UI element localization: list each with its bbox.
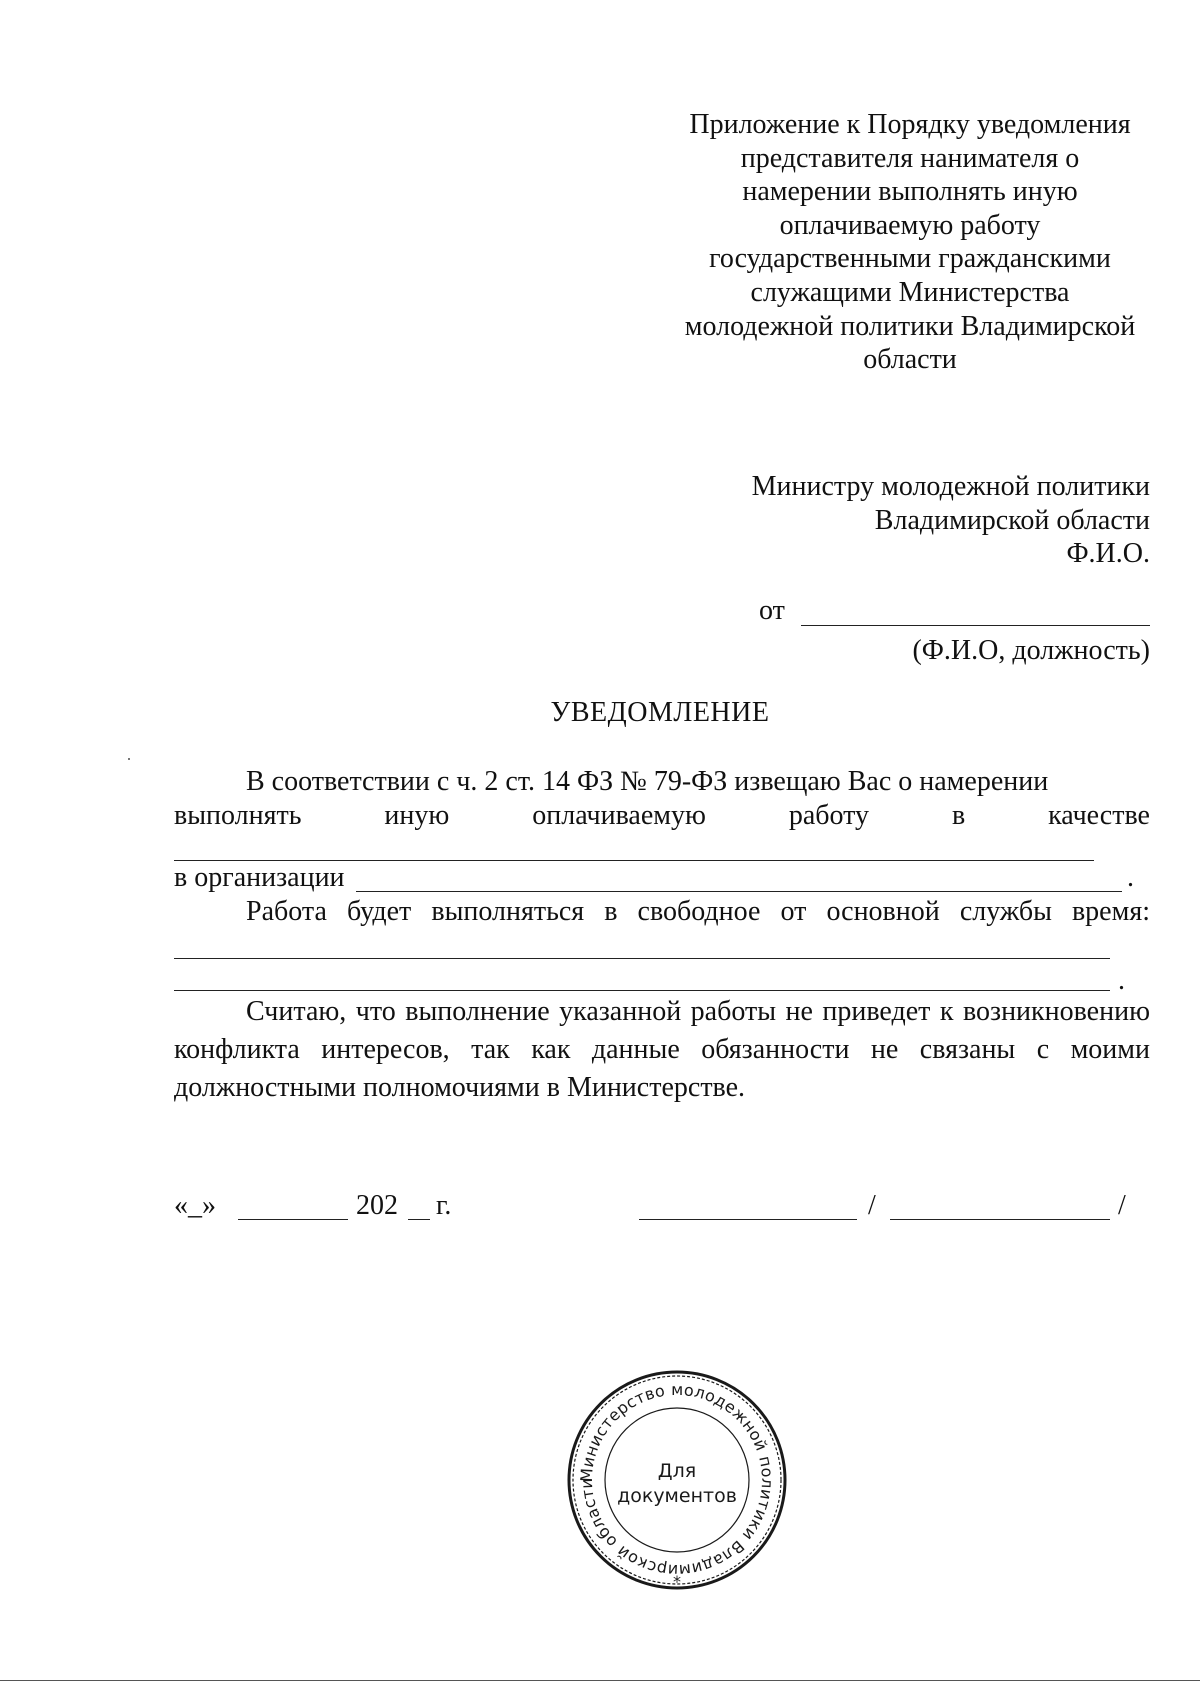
appendix-line: молодежной политики Владимирской	[684, 310, 1136, 342]
word: работу	[788, 800, 870, 831]
word: в	[951, 800, 966, 831]
name-decryption-line[interactable]	[890, 1219, 1110, 1220]
stamp-star: *	[673, 1572, 681, 1591]
organization-label: в организации	[174, 862, 345, 893]
appendix-line: области	[863, 344, 957, 376]
position-fill-line[interactable]	[174, 860, 1094, 861]
appendix-line: оплачиваемую работу	[779, 209, 1041, 241]
stamp-center-line-1: Для	[657, 1460, 697, 1482]
official-stamp	[562, 1365, 792, 1595]
date-day-quote: «_»	[174, 1190, 216, 1221]
period: .	[1127, 862, 1134, 893]
paragraph-1: В соответствии с ч. 2 ст. 14 ФЗ № 79-ФЗ извещаю Вас о намерении	[246, 766, 1049, 797]
word: качестве	[1048, 800, 1150, 831]
margin-speck	[128, 758, 130, 760]
word: оплачиваемую	[532, 800, 706, 831]
appendix-line: представителя нанимателя о	[740, 142, 1080, 174]
document-title: УВЕДОМЛЕНИЕ	[550, 697, 770, 728]
from-caption: (Ф.И.О, должность)	[912, 635, 1150, 666]
word: выполнять	[174, 800, 302, 831]
addressee-line: Министру молодежной политики	[751, 471, 1150, 502]
appendix-line: намерении выполнять иную	[742, 176, 1078, 208]
date-year: 202	[356, 1190, 398, 1221]
addressee-line: Ф.И.О.	[1066, 538, 1150, 570]
stamp-center-line-2: документов	[617, 1485, 737, 1507]
appendix-line: Приложение к Порядку уведомления	[689, 109, 1131, 140]
signature-line[interactable]	[639, 1219, 857, 1220]
period: .	[1118, 965, 1125, 996]
slash: /	[868, 1190, 876, 1221]
date-signature-row	[174, 1190, 1150, 1226]
appendix-header	[670, 108, 1150, 377]
from-fill-line[interactable]	[801, 625, 1150, 626]
date-year-line[interactable]	[408, 1219, 430, 1220]
addressee-block	[700, 470, 1150, 571]
paragraph-1-line-2	[174, 799, 1150, 833]
addressee-line: Владимирской области	[874, 504, 1150, 536]
paragraph-2: Работа будет выполняться в свободное от основной службы время:	[246, 896, 1150, 927]
appendix-line: государственными гражданскими	[709, 243, 1111, 275]
word: иную	[384, 800, 450, 831]
year-suffix: г.	[436, 1190, 452, 1221]
date-month-line[interactable]	[238, 1219, 348, 1220]
slash: /	[1118, 1190, 1126, 1221]
organization-fill-line[interactable]	[356, 891, 1122, 892]
from-label: от	[759, 595, 785, 626]
organization-field[interactable]	[174, 862, 1134, 896]
stamp-ring-text: Министерство молодежной политики Владимирской области	[576, 1379, 778, 1581]
scan-bottom-edge	[0, 1680, 1200, 1681]
time-fill-line-1[interactable]	[174, 958, 1110, 959]
paragraph-3: Считаю, что выполнение указанной работы не приведет к возникновению конфликта интересов, так как данные обязанности не связаны с моими должностными полномочиями в Министерстве.	[174, 996, 1150, 1103]
appendix-line: служащими Министерства	[750, 276, 1070, 308]
time-fill-line-2[interactable]	[174, 990, 1110, 991]
from-field[interactable]	[759, 595, 1150, 631]
